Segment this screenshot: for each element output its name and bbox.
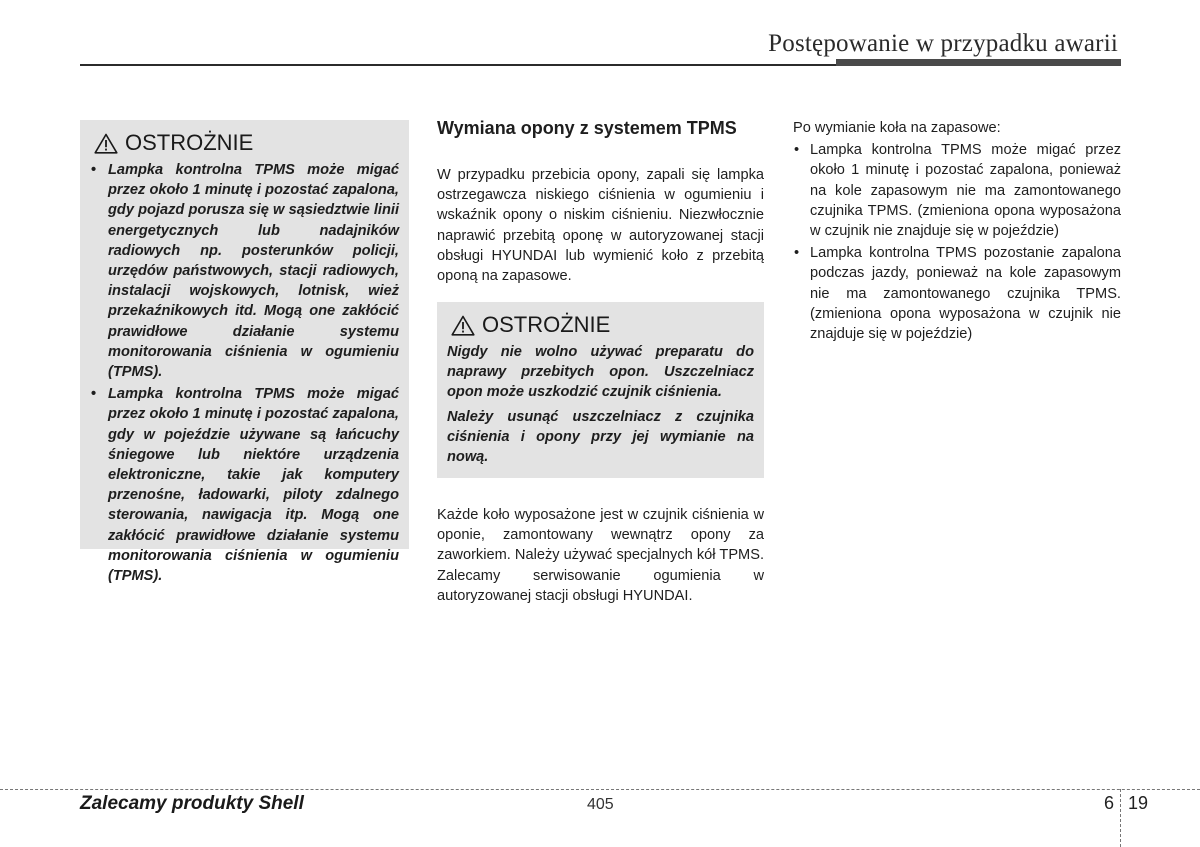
caution-paragraph: Należy usunąć uszczelniacz z czujnika ciśnienia i opony przy jej wymianie na nową. — [447, 408, 754, 466]
caution-heading-label: OSTROŻNIE — [125, 130, 254, 155]
warning-triangle-icon — [94, 133, 118, 154]
bullet-list — [793, 140, 1121, 344]
caution-box-sealant — [437, 302, 764, 478]
chapter-number: 6 — [1104, 793, 1115, 813]
footer-brand: Zalecamy produkty Shell — [80, 793, 304, 814]
caution-heading — [451, 312, 754, 338]
caution-heading-label: OSTROŻNIE — [482, 312, 611, 337]
header-accent-bar — [836, 59, 1121, 66]
caution-paragraph: Nigdy nie wolno używać preparatu do naprawy przebitych opon. Uszczelniacz opon może uszkodzić czujnik ciśnienia. — [447, 344, 754, 401]
warning-triangle-icon — [451, 315, 475, 336]
list-item: • Lampka kontrolna TPMS może migać przez około 1 minutę i pozostać zapalona, ponieważ na kole zapasowym nie ma zamontowanego czujnika TPMS. (zmieniona opona wyposażona w czujnik nie znajduje się w pojeździe) — [793, 140, 1121, 241]
footer-rule — [0, 789, 1200, 790]
caution-item: • Lampka kontrolna TPMS może migać przez około 1 minutę i pozostać zapalona, gdy w pojeździe używane są łańcuchy śniegowe lub niektóre urządzenia elektroniczne, takie jak komputery przenośne, ładowarki, piloty zdalnego sterowania, nawigacja itp. Mogą one zakłócić prawidłowe działanie systemu monitorowania ciśnienia w ogumieniu (TPMS). — [90, 384, 399, 586]
page-number: 405 — [587, 796, 614, 813]
chapter-title: Postępowanie w przypadku awarii — [768, 30, 1118, 57]
body-paragraph: Każde koło wyposażone jest w czujnik ciśnienia w oponie, zamontowany wewnątrz opony za zaworkiem. Należy używać specjalnych kół TPMS. Zalecamy serwisowanie ogumienia w autoryzowanej stacji obsługi HYUNDAI. — [437, 507, 764, 604]
footer-divider — [1120, 789, 1121, 847]
caution-box-tpms-interference — [80, 120, 409, 585]
caution-list — [90, 160, 399, 586]
caution-item: • Lampka kontrolna TPMS może migać przez około 1 minutę i pozostać zapalona, gdy pojazd porusza się w sąsiedztwie linii energetycznych lub nadajników radiowych np. posterunków policji, urzędów państwowych, stacji radiowych, instalacji wojskowych, lotnisk, wież przekaźnikowych itd. Mogą one zakłócić prawidłowe działanie systemu monitorowania ciśnienia w ogumieniu (TPMS). — [90, 160, 399, 382]
section-title: Wymiana opony z systemem TPMS — [437, 118, 737, 138]
section-page-number: 19 — [1128, 793, 1149, 813]
intro-text: Po wymianie koła na zapasowe: — [793, 120, 1001, 136]
list-item: • Lampka kontrolna TPMS pozostanie zapalona podczas jazdy, ponieważ na kole zapasowym nie ma zamontowanego czujnika TPMS. (zmieniona opona wyposażona w czujnik nie znajduje się w pojeździe) — [793, 243, 1121, 344]
caution-heading — [94, 130, 399, 156]
body-paragraph: W przypadku przebicia opony, zapali się lampka ostrzegawcza niskiego ciśnienia w ogumieniu i wskaźnik opony o niskim ciśnieniu. Niezwłocznie naprawić przebitą oponę w autoryzowanej stacji obsługi HYUNDAI lub wymienić koło z przebitą oponą na zapasowe. — [437, 167, 764, 285]
spare-wheel-notes — [793, 118, 1121, 346]
